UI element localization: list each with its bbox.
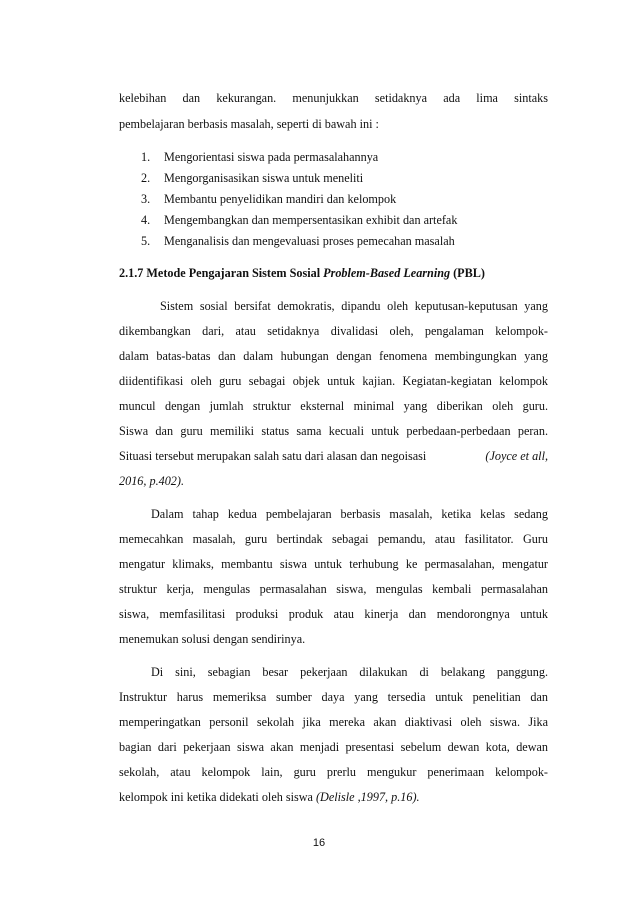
list-text: Membantu penyelidikan mandiri dan kelompok	[164, 192, 397, 206]
para3-line: sekolah, atau kelompok lain, guru prerlu mengukur penerimaan kelompok-	[119, 765, 548, 779]
para1-line: Sistem sosial bersifat demokratis, dipandu oleh keputusan-keputusan yang	[160, 299, 548, 313]
para1-citation-end: 2016, p.402).	[119, 474, 184, 488]
para2-line: memecahkan masalah, guru bertindak sebagai pemandu, atau fasilitator. Guru	[119, 532, 548, 546]
section-heading-suffix: (PBL)	[450, 266, 485, 280]
list-text: Menganalisis dan mengevaluasi proses pemecahan masalah	[164, 234, 455, 248]
para2-line: Dalam tahap kedua pembelajaran berbasis masalah, ketika kelas sedang	[151, 507, 548, 521]
para1-line: diidentifikasi oleh guru sebagai objek untuk kajian. Kegiatan-kegiatan kelompok	[119, 374, 548, 388]
para3-line: Instruktur harus memeriksa sumber daya yang tersedia untuk penelitian dan	[119, 690, 548, 704]
para1-line: muncul dengan jumlah struktur eksternal minimal yang diberikan oleh guru.	[119, 399, 548, 413]
list-text: Mengorientasi siswa pada permasalahannya	[164, 150, 379, 164]
para2-line: siswa, memfasilitasi produksi produk atau kinerja dan mendorongnya untuk	[119, 607, 548, 621]
para1-line: dalam batas-batas dan dalam hubungan dengan fenomena membingungkan yang	[119, 349, 548, 363]
para1-line-text: Situasi tersebut merupakan salah satu dari alasan dan negoisasi	[119, 449, 427, 463]
para2-line: mengatur klimaks, membantu siswa untuk terhubung ke permasalahan, mengatur	[119, 557, 548, 571]
para2-line: menemukan solusi dengan sendirinya.	[119, 632, 306, 646]
para3-line-text: kelompok ini ketika didekati oleh siswa	[119, 790, 316, 804]
list-number: 4.	[141, 213, 151, 227]
para1-line-last	[119, 448, 548, 464]
para3-line: memperingatkan personil sekolah jika mereka akan diaktivasi oleh siswa. Jika	[119, 715, 548, 729]
para3-line: Di sini, sebagian besar pekerjaan dilakukan di belakang panggung.	[151, 665, 548, 679]
section-heading-prefix: 2.1.7 Metode Pengajaran Sistem Sosial	[119, 266, 324, 280]
para3-citation: (Delisle ,1997, p.16).	[316, 790, 420, 804]
list-number: 5.	[141, 234, 151, 248]
intro-line-2: pembelajaran berbasis masalah, seperti di bawah ini :	[119, 117, 379, 131]
page-number: 16	[312, 837, 326, 849]
list-item	[141, 170, 363, 186]
list-item	[141, 191, 396, 207]
list-number: 2.	[141, 171, 151, 185]
list-item	[141, 233, 455, 249]
list-text: Mengembangkan dan mempersentasikan exhibit dan artefak	[164, 213, 458, 227]
list-number: 3.	[141, 192, 151, 206]
para3-line-last	[119, 789, 548, 805]
para2-line: struktur kerja, mengulas permasalahan siswa, mengulas kembali permasalahan	[119, 582, 548, 596]
para1-line: dikembangkan dari, atau setidaknya divalidasi oleh, pengalaman kelompok-	[119, 324, 548, 338]
list-text: Mengorganisasikan siswa untuk meneliti	[164, 171, 364, 185]
para3-line: bagian dari pekerjaan siswa akan menjadi presentasi sebelum dewan kota, dewan	[119, 740, 548, 754]
para1-line: Siswa dan guru memiliki status sama kecuali untuk perbedaan-perbedaan peran.	[119, 424, 548, 438]
list-item	[141, 149, 378, 165]
list-item	[141, 212, 457, 228]
list-number: 1.	[141, 150, 151, 164]
para1-citation-start: (Joyce et all,	[485, 449, 548, 463]
intro-line-1: kelebihan dan kekurangan. menunjukkan setidaknya ada lima sintaks	[119, 91, 548, 105]
section-heading	[119, 265, 485, 281]
section-heading-italic: Problem-Based Learning	[323, 266, 451, 280]
